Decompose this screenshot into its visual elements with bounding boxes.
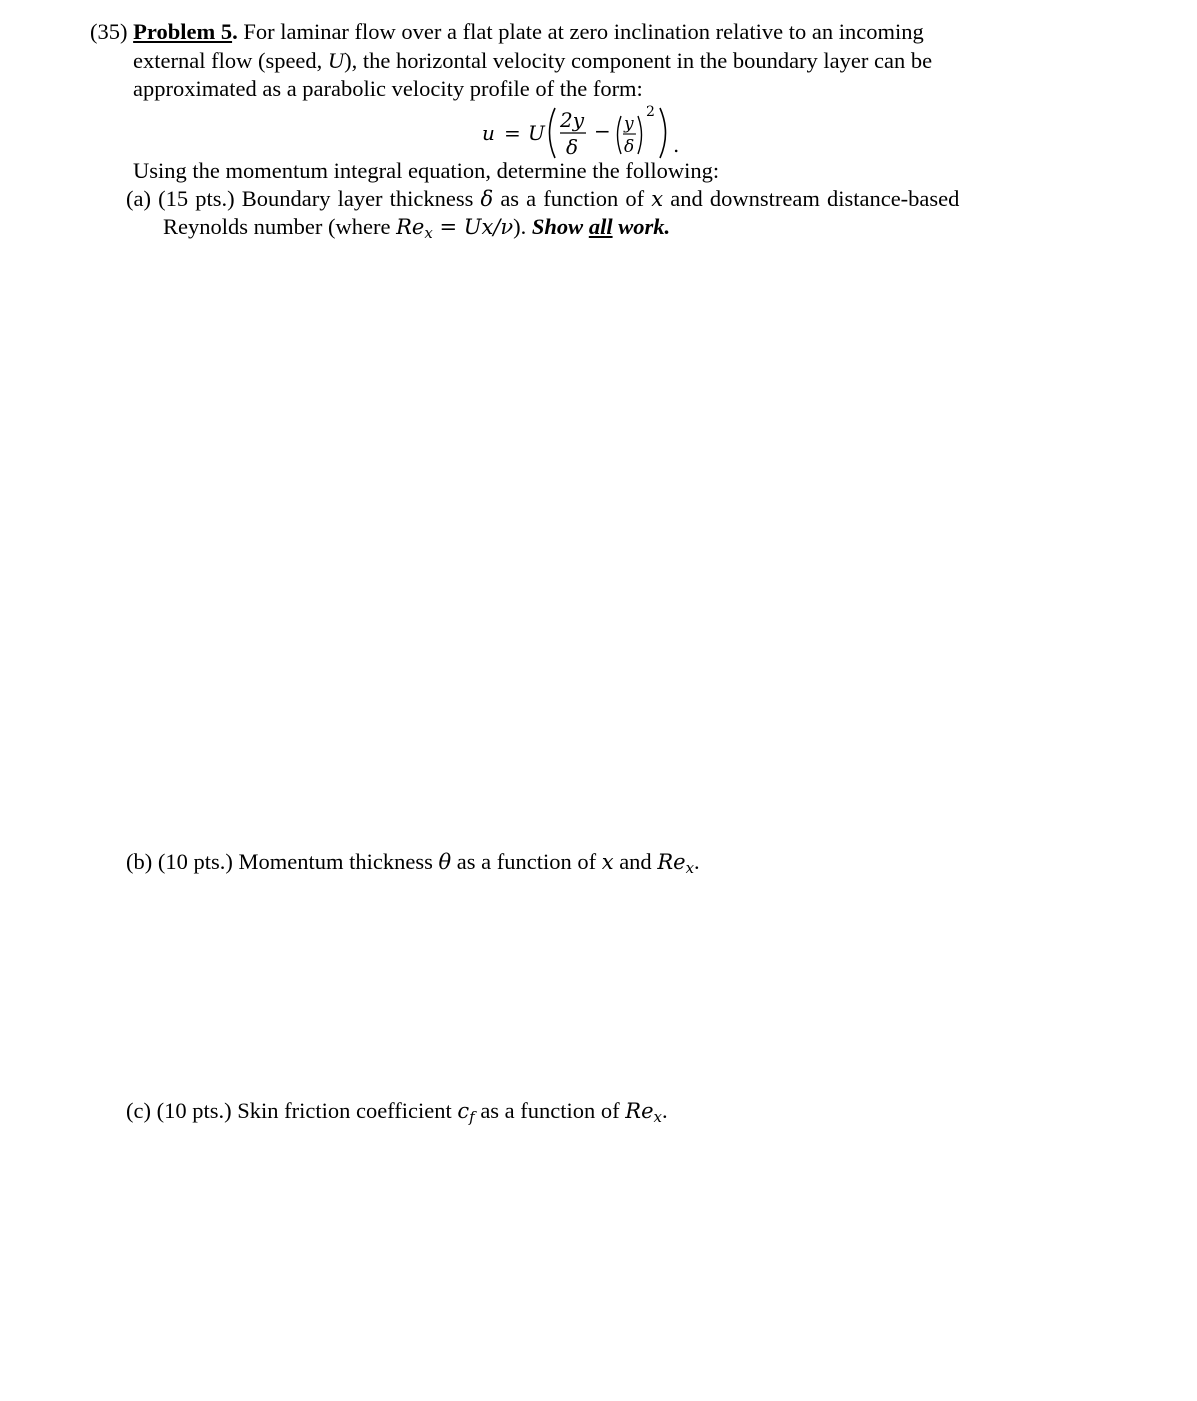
eq-lhs: u (482, 121, 495, 145)
problem-points: (35) (90, 19, 128, 44)
part-c-end: . (662, 1098, 668, 1123)
part-a-mid2: and downstream distance-based (663, 186, 960, 211)
problem-intro-text-2a: external flow (speed, (133, 48, 328, 73)
eq-coef: U (528, 121, 545, 145)
eq-end: . (673, 133, 680, 157)
part-c-re-sub: x (653, 1108, 662, 1126)
eq-exponent: 2 (646, 104, 655, 120)
part-a-all: all (588, 214, 613, 239)
part-c-label: (c) (10 pts.) Skin friction coefficient (126, 1098, 458, 1123)
part-b-re-sub: x (685, 859, 695, 877)
problem-intro-line-1 (90, 18, 924, 46)
part-a-re-sub: x (424, 224, 433, 242)
problem-intro-text-3: approximated as a parabolic velocity profile of the form: (133, 76, 643, 101)
eq-equals: = (504, 121, 521, 145)
part-c-mid: as a function of (474, 1098, 626, 1123)
part-c-cf: c (457, 1099, 470, 1123)
speed-variable: U (327, 48, 345, 73)
part-b-label: (b) (10 pts.) Momentum thickness (126, 849, 439, 874)
eq-inner-right-paren (638, 116, 642, 154)
part-a-re-def: = Ux/ν (432, 215, 514, 239)
problem-intro-text-1: For laminar flow over a flat plate at zero inclination relative to an incoming (243, 19, 924, 44)
instruction-line (133, 157, 719, 185)
part-a-label: (a) (15 pts.) Boundary layer thickness (126, 186, 481, 211)
problem-title-text: Problem 5 (133, 19, 233, 44)
problem-intro-line-3 (133, 75, 643, 103)
eq-inner-den: δ (624, 137, 635, 157)
problem-intro-line-2 (133, 47, 932, 75)
velocity-profile-equation (480, 100, 720, 162)
part-b-x: x (601, 850, 614, 874)
part-b-theta: θ (438, 850, 452, 874)
eq-minus: − (594, 119, 611, 143)
eq-inner-num: y (624, 114, 634, 134)
part-b-and: and (613, 849, 658, 874)
part-b-line (126, 848, 700, 876)
part-a-re: Re (396, 215, 425, 239)
part-c-line (126, 1097, 668, 1125)
part-c-re: Re (625, 1099, 654, 1123)
instruction-text: Using the momentum integral equation, determine the following: (133, 158, 720, 183)
part-a-line2-b: ). (513, 214, 532, 239)
part-a-delta: δ (480, 187, 494, 211)
problem-intro-text-2b: ), the horizontal velocity component in the boundary layer can be (344, 48, 933, 73)
problem-title (133, 19, 238, 44)
eq-frac-num: 2y (560, 108, 585, 132)
problem-title-period: . (232, 19, 238, 44)
part-a-show: Show (531, 214, 589, 239)
part-a-mid1: as a function of (493, 186, 652, 211)
eq-outer-right-paren (660, 108, 666, 158)
part-a-line-2 (163, 213, 670, 241)
part-b-end: . (694, 849, 700, 874)
part-a-line2-a: Reynolds number (where (163, 214, 397, 239)
part-a-x: x (651, 187, 664, 211)
part-a-line-1 (126, 185, 959, 213)
part-c-cf-sub: f (469, 1108, 475, 1126)
part-b-mid: as a function of (451, 849, 602, 874)
eq-inner-left-paren (618, 116, 622, 154)
part-a-work: work. (612, 214, 671, 239)
eq-frac-den: δ (566, 135, 579, 159)
part-b-re: Re (657, 850, 686, 874)
eq-outer-left-paren (550, 108, 556, 158)
